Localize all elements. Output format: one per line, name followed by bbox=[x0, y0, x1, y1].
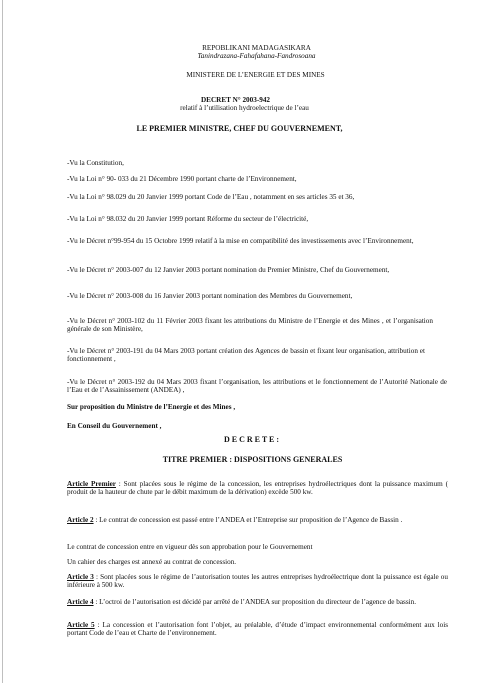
decrees-heading: D E C R E T E : bbox=[223, 435, 280, 444]
article-premier-label: Article Premier bbox=[67, 480, 116, 488]
visa-law-98-029: -Vu la Loi n° 98.029 du 20 Janvier 1999 portant Code de l’Eau , notamment en ses articles 35 et 36, bbox=[67, 193, 355, 201]
decree-number: DECRET N° 2003-942 bbox=[200, 96, 271, 104]
ministry-name: MINISTERE DE L’ENERGIE ET DES MINES bbox=[186, 71, 325, 79]
visa-decree-99-954: -Vu le Décret n°99-954 du 15 Octobre 1999 relatif à la mise en compatibilité des investissements avec l’Environnement, bbox=[67, 237, 414, 245]
article-2-label: Article 2 bbox=[67, 516, 94, 524]
article-5-text: : La concession et l’autorisation font l’objet, au préalable, d’étude d’impact environnemental conformément aux lois portant Code de l’eau et Charte de l’environnement. bbox=[67, 621, 448, 637]
article-4-text: : L’octroi de l’autorisation est décidé par arrêté de l’ANDEA sur proposition du directeur de l’agence de bassin. bbox=[93, 598, 417, 606]
article-3-text: : Sont placées sous le régime de l’autorisation toutes les autres entreprises hydroélectrique dont la puissance est égale ou inférieure à 500 kw. bbox=[67, 573, 448, 589]
decree-subject: relatif à l’utilisation hydroelectrique de l’eau bbox=[180, 104, 309, 112]
article-2-paragraph-3: Un cahier des charges est annexé au contrat de concession. bbox=[67, 558, 237, 566]
article-2 bbox=[67, 516, 448, 524]
republic-name: REPOBLIKANI MADAGASIKARA bbox=[202, 44, 311, 52]
article-premier bbox=[67, 480, 448, 496]
visa-decree-2003-191: -Vu le Décret n° 2003-191 du 04 Mars 2003 portant création des Agences de bassin et fixant leur organisation, attribution et fonctionnement , bbox=[67, 347, 425, 363]
visa-decree-2003-102: -Vu le Décret n° 2003-102 du 11 Février 2003 fixant les attributions du Ministre de l’Energie et des Mines , et l’organisation générale de son Ministère, bbox=[67, 317, 433, 333]
visa-decree-2003-007: -Vu le Décret n° 2003-007 du 12 Janvier 2003 portant nomination du Premier Ministre, Chef du Gouvernement, bbox=[67, 266, 390, 274]
article-4-label: Article 4 bbox=[67, 598, 94, 606]
visa-law-90-033: -Vu la Loi n° 90- 033 du 21 Décembre 1990 portant charte de l’Environnement, bbox=[67, 175, 297, 183]
visa-decree-2003-192: -Vu le Décret n° 2003-192 du 04 Mars 2003 fixant l’organisation, les attributions et le fonctionnement de l’Autorité Nationale de l’Eau et de l’Assainissement (ANDEA) , bbox=[67, 378, 447, 394]
article-2-paragraph-2: Le contrat de concession entre en vigueur dès son approbation pour le Gouvernement bbox=[67, 543, 313, 551]
article-4 bbox=[67, 598, 448, 606]
title-one-heading: TITRE PREMIER : DISPOSITIONS GENERALES bbox=[162, 455, 343, 464]
council-line: En Conseil du Gouvernement , bbox=[67, 422, 162, 430]
article-3-label: Article 3 bbox=[67, 573, 94, 581]
proposal-line: Sur proposition du Ministre de l’Energie et des Mines , bbox=[67, 403, 236, 411]
article-2-text: : Le contrat de concession est passé entre l’ANDEA et l’Entreprise sur proposition de l’Agence de Bassin . bbox=[93, 516, 403, 524]
article-5-label: Article 5 bbox=[67, 621, 95, 629]
visa-law-98-032: -Vu la Loi n° 98.032 du 20 Janvier 1999 portant Réforme du secteur de l’électricité, bbox=[67, 215, 309, 223]
authority-heading: LE PREMIER MINISTRE, CHEF DU GOUVERNEMENT, bbox=[136, 124, 343, 133]
article-5 bbox=[67, 621, 448, 637]
visa-decree-2003-008: -Vu le Décret n° 2003-008 du 16 Janvier 2003 portant nomination des Membres du Gouvernement, bbox=[67, 292, 353, 300]
article-premier-text: : Sont placées sous le régime de la concession, les entreprises hydroélectriques dont la puissance maximum ( produit de la hauteur de chute par le débit maximum de la dérivation) excède 500 kw. bbox=[67, 480, 448, 496]
national-motto: Tanindrazana-Fahafahana-Fandrosoana bbox=[197, 52, 316, 60]
visa-constitution: -Vu la Constitution, bbox=[67, 159, 124, 167]
article-3 bbox=[67, 573, 448, 589]
